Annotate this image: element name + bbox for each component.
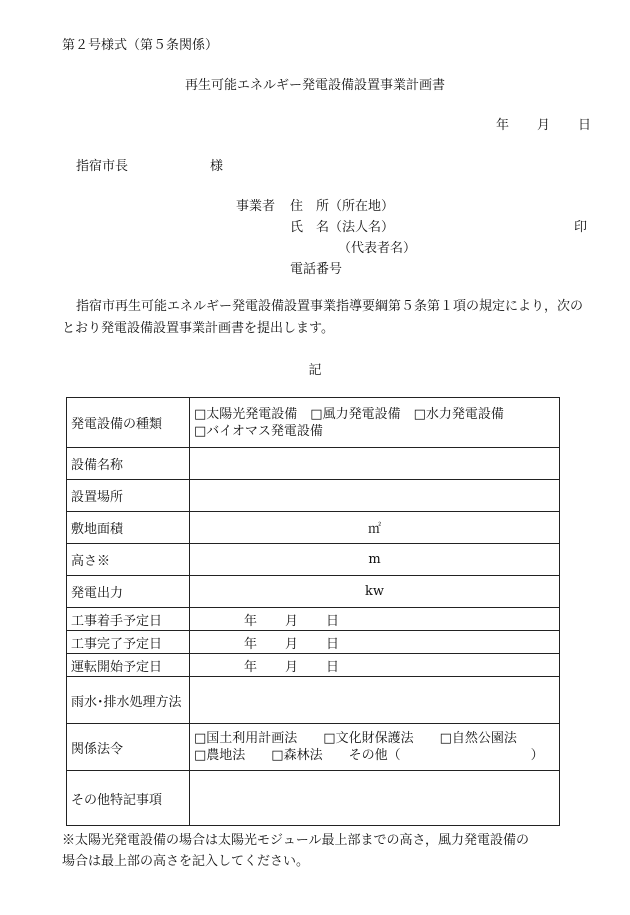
other-field[interactable] [190, 771, 560, 826]
type-options [190, 398, 560, 448]
laws-options [190, 724, 560, 771]
output-label: 発電出力 [67, 576, 190, 608]
operator-address-label: 住 所（所在地） [290, 199, 395, 214]
location-field[interactable] [190, 480, 560, 512]
facility-name-field[interactable] [190, 448, 560, 480]
table-row [67, 398, 560, 448]
construction-end-field[interactable] [190, 631, 560, 654]
height-unit: m [368, 552, 381, 567]
type-label: 発電設備の種類 [67, 398, 190, 448]
facility-name-label: 設備名称 [67, 448, 190, 480]
addressee [76, 155, 224, 174]
laws-label: 関係法令 [67, 724, 190, 771]
operator-name-label: 氏 名（法人名） [290, 220, 395, 235]
date-month: 月 [537, 118, 551, 133]
document-title: 再生可能エネルギー発電設備設置事業計画書 [184, 78, 445, 93]
footnote [62, 830, 529, 872]
table-row [67, 654, 560, 677]
site-area-unit: ㎡ [367, 522, 381, 537]
site-area-field[interactable] [190, 512, 560, 544]
height-field[interactable] [190, 544, 560, 576]
operation-start-label: 運転開始予定日 [67, 654, 190, 677]
table-row [67, 448, 560, 480]
table-row [67, 512, 560, 544]
table-row [67, 771, 560, 826]
construction-start-field[interactable] [190, 608, 560, 631]
addressee-suffix: 様 [210, 159, 224, 174]
type-options-line2: □バイオマス発電設備 [194, 423, 323, 439]
laws-line1: □国土利用計画法 □文化財保護法 □自然公園法 [194, 731, 517, 746]
site-area-label: 敷地面積 [67, 512, 190, 544]
table-row [67, 677, 560, 724]
date-year: 年 [496, 118, 510, 133]
plan-table [66, 397, 560, 826]
phone-label: 電話番号 [290, 262, 343, 277]
representative-label: （代表者名） [338, 241, 417, 256]
submission-date [496, 114, 591, 133]
operation-start-field[interactable] [190, 654, 560, 677]
addressee-name: 指宿市長 [76, 159, 129, 174]
other-label: その他特記事項 [67, 771, 190, 826]
cs-day: 日 [326, 613, 340, 629]
business-operator-label: 事業者 [236, 199, 276, 214]
location-label: 設置場所 [67, 480, 190, 512]
construction-start-label: 工事着手予定日 [67, 608, 190, 631]
ce-day: 日 [326, 636, 340, 652]
height-label: 高さ※ [67, 544, 190, 576]
os-year: 年 [244, 659, 258, 675]
ce-month: 月 [285, 636, 299, 652]
table-row [67, 480, 560, 512]
table-row [67, 544, 560, 576]
drainage-label: 雨水･排水処理方法 [67, 677, 190, 724]
construction-end-label: 工事完了予定日 [67, 631, 190, 654]
table-row [67, 576, 560, 608]
os-day: 日 [326, 659, 340, 675]
output-field[interactable] [190, 576, 560, 608]
table-row [67, 724, 560, 771]
table-row [67, 631, 560, 654]
os-month: 月 [285, 659, 299, 675]
body-text: 指宿市再生可能エネルギー発電設備設置事業指導要綱第５条第１項の規定により，次のとおり発電設備設置事業計画書を提出します。 [62, 299, 584, 336]
output-unit: kw [364, 584, 384, 599]
form-number: 第２号様式（第５条関係） [62, 38, 219, 53]
seal-mark: 印 [574, 220, 588, 235]
laws-line2: □農地法 □森林法 その他（ ） [194, 748, 544, 763]
footnote-line1: ※太陽光発電設備の場合は太陽光モジュール最上部までの高さ，風力発電設備の [62, 833, 529, 848]
table-row [67, 608, 560, 631]
footnote-line2: 場合は最上部の高さを記入してください。 [62, 854, 310, 869]
ce-year: 年 [244, 636, 258, 652]
drainage-field[interactable] [190, 677, 560, 724]
ki-heading: 記 [308, 363, 322, 378]
type-options-line1: □太陽光発電設備 □風力発電設備 □水力発電設備 [194, 406, 504, 422]
cs-year: 年 [244, 613, 258, 629]
cs-month: 月 [285, 613, 299, 629]
date-day: 日 [578, 118, 592, 133]
